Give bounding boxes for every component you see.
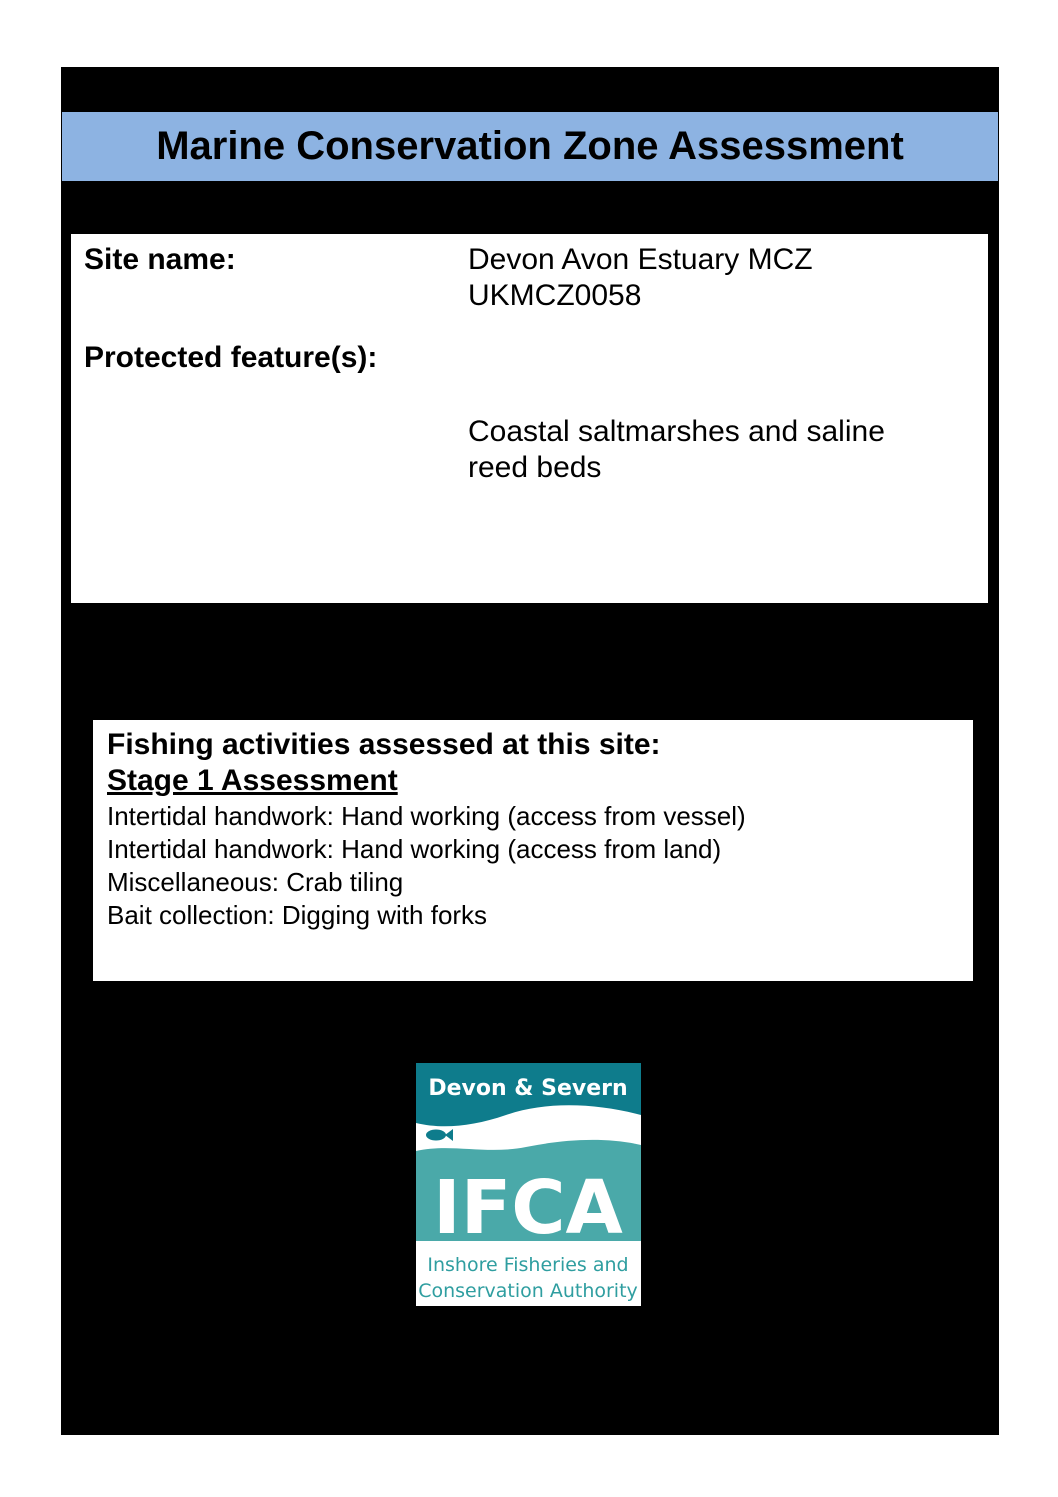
protected-feature-value [468, 414, 948, 486]
stage-heading: Stage 1 Assessment [107, 764, 398, 797]
site-name-value [468, 242, 948, 314]
fish-icon [426, 1129, 453, 1141]
logo-main-text: IFCA [433, 1165, 623, 1251]
site-name-line-1: Devon Avon Estuary MCZ [468, 243, 813, 276]
ifca-logo-graphic [416, 1063, 641, 1306]
title-band [62, 112, 998, 181]
logo-subtitle-line-2: Conservation Authority [418, 1280, 638, 1302]
feature-line-2: reed beds [468, 451, 602, 484]
activity-item: Miscellaneous: Crab tiling [107, 867, 404, 897]
logo-subtitle-line-1: Inshore Fisheries and [427, 1254, 629, 1276]
protected-feature-label: Protected feature(s): [84, 341, 378, 374]
feature-line-1: Coastal saltmarshes and saline [468, 415, 885, 448]
activity-item: Intertidal handwork: Hand working (access from land) [107, 834, 722, 864]
ifca-logo [416, 1063, 641, 1306]
page-title: Marine Conservation Zone Assessment [156, 124, 904, 168]
site-name-label: Site name: [84, 243, 236, 276]
activities-heading: Fishing activities assessed at this site: [107, 728, 661, 761]
activity-item: Intertidal handwork: Hand working (access from vessel) [107, 801, 746, 831]
activity-item: Bait collection: Digging with forks [107, 900, 488, 930]
site-info-box [71, 234, 988, 603]
fishing-activities-box [93, 720, 973, 981]
logo-top-text: Devon & Severn [428, 1076, 628, 1101]
site-name-line-2: UKMCZ0058 [468, 279, 642, 312]
activities-list [107, 800, 746, 932]
